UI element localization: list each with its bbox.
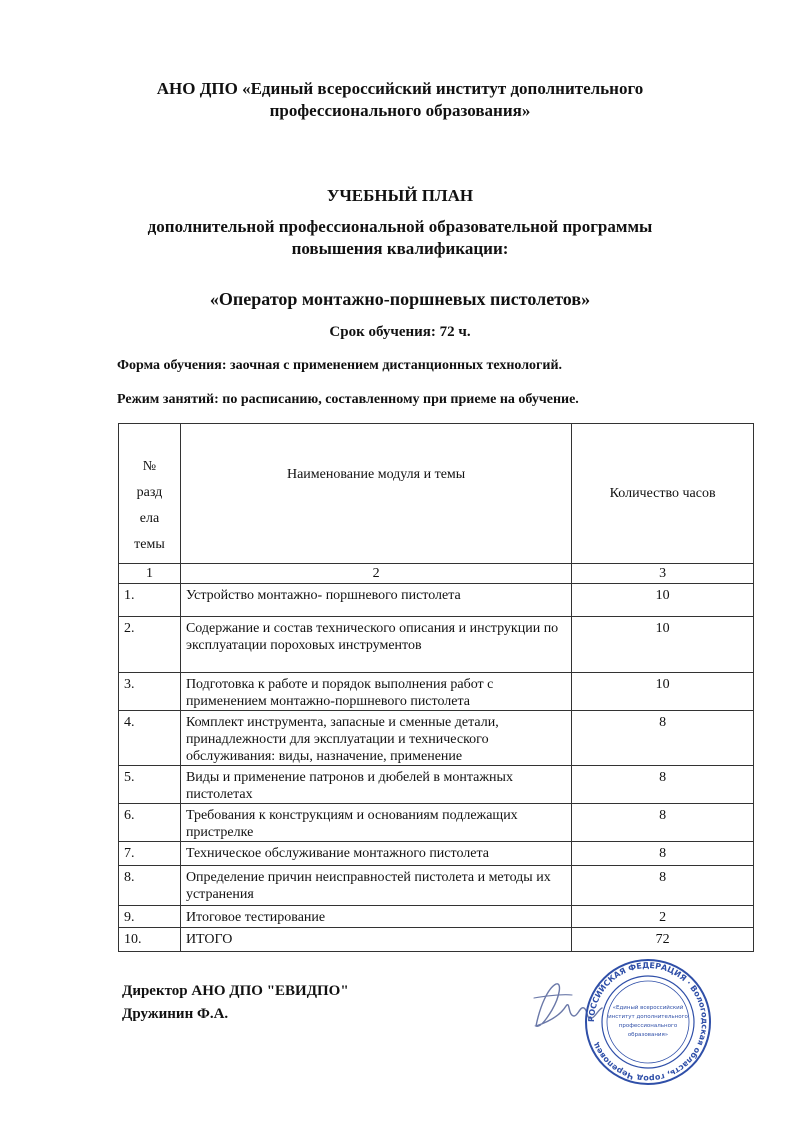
header-section-number <box>119 424 181 564</box>
table-row <box>119 617 754 673</box>
row-hours: 10 <box>572 584 754 617</box>
row-hours: 8 <box>572 766 754 804</box>
row-number: 7. <box>119 842 181 866</box>
row-topic: Техническое обслуживание монтажного пистолета <box>180 842 571 866</box>
stamp-text-line: институт дополнительного <box>608 1014 688 1020</box>
row-number: 9. <box>119 906 181 928</box>
organization-header <box>0 78 800 122</box>
row-number: 8. <box>119 866 181 906</box>
row-hours: 72 <box>572 928 754 952</box>
column-index: 3 <box>572 564 754 584</box>
table-header-row <box>119 424 754 564</box>
row-hours: 8 <box>572 866 754 906</box>
duration: Срок обучения: 72 ч. <box>329 324 471 340</box>
header-num-line: темы <box>134 537 165 552</box>
header-module-name: Наименование модуля и темы <box>180 424 571 564</box>
row-number: 1. <box>119 584 181 617</box>
row-hours: 8 <box>572 711 754 766</box>
row-topic: Определение причин неисправностей пистолета и методы их устранения <box>180 866 571 906</box>
stamp-text-line: профессионального <box>618 1023 678 1029</box>
row-hours: 2 <box>572 906 754 928</box>
column-index-row <box>119 564 754 584</box>
signature-block <box>122 980 349 1026</box>
study-form: Форма обучения: заочная с применением дистанционных технологий. <box>117 358 563 373</box>
header-num-line: ела <box>139 511 160 526</box>
svg-text:РОССИЙСКАЯ ФЕДЕРАЦИЯ · Вологод <box>587 961 709 1083</box>
stamp-outer-text: РОССИЙСКАЯ ФЕДЕРАЦИЯ · Вологодская область, город Череповец <box>586 960 710 1084</box>
column-index: 1 <box>119 564 181 584</box>
table-row <box>119 906 754 928</box>
row-hours: 8 <box>572 842 754 866</box>
table-row <box>119 866 754 906</box>
row-topic: Комплект инструмента, запасные и сменные детали, принадлежности для эксплуатации и технического обслуживания: виды, назначение, применение <box>180 711 571 766</box>
row-number: 10. <box>119 928 181 952</box>
director-name: Дружинин Ф.А. <box>122 1006 229 1022</box>
row-number: 6. <box>119 804 181 842</box>
study-mode: Режим занятий: по расписанию, составленному при приеме на обучение. <box>117 392 579 407</box>
row-number: 2. <box>119 617 181 673</box>
plan-subtitle <box>0 216 800 260</box>
plan-subtitle-line2: повышения квалификации: <box>291 239 509 258</box>
table-row <box>119 766 754 804</box>
row-hours: 10 <box>572 673 754 711</box>
header-num-line: разд <box>136 485 163 500</box>
stamp-text-line: образования» <box>627 1032 669 1038</box>
row-number: 5. <box>119 766 181 804</box>
organization-stamp-icon <box>583 957 713 1087</box>
organization-name-line1: АНО ДПО «Единый всероссийский институт дополнительного <box>156 79 644 98</box>
row-hours: 8 <box>572 804 754 842</box>
table-row <box>119 928 754 952</box>
program-name: «Оператор монтажно-поршневых пистолетов» <box>209 289 591 309</box>
table-row <box>119 584 754 617</box>
row-topic: Итоговое тестирование <box>180 906 571 928</box>
table-row <box>119 804 754 842</box>
row-number: 4. <box>119 711 181 766</box>
header-num-line: № <box>142 459 157 474</box>
row-hours: 10 <box>572 617 754 673</box>
table-row <box>119 673 754 711</box>
row-topic: Устройство монтажно- поршневого пистолета <box>180 584 571 617</box>
curriculum-table <box>118 423 754 952</box>
row-number: 3. <box>119 673 181 711</box>
row-topic: Содержание и состав технического описания и инструкции по эксплуатации пороховых инструментов <box>180 617 571 673</box>
column-index: 2 <box>180 564 571 584</box>
plan-title: УЧЕБНЫЙ ПЛАН <box>326 186 474 205</box>
row-topic: Виды и применение патронов и дюбелей в монтажных пистолетах <box>180 766 571 804</box>
stamp-text-line: «Единый всероссийский <box>612 1005 684 1011</box>
row-topic: ИТОГО <box>180 928 571 952</box>
table-row <box>119 842 754 866</box>
row-topic: Требования к конструкциям и основаниям подлежащих пристрелке <box>180 804 571 842</box>
table-row <box>119 711 754 766</box>
row-topic: Подготовка к работе и порядок выполнения работ с применением монтажно-поршневого пистолета <box>180 673 571 711</box>
header-hours: Количество часов <box>572 424 754 564</box>
director-title: Директор АНО ДПО "ЕВИДПО" <box>122 983 349 999</box>
plan-subtitle-line1: дополнительной профессиональной образовательной программы <box>147 217 653 236</box>
organization-name-line2: профессионального образования» <box>269 101 531 120</box>
